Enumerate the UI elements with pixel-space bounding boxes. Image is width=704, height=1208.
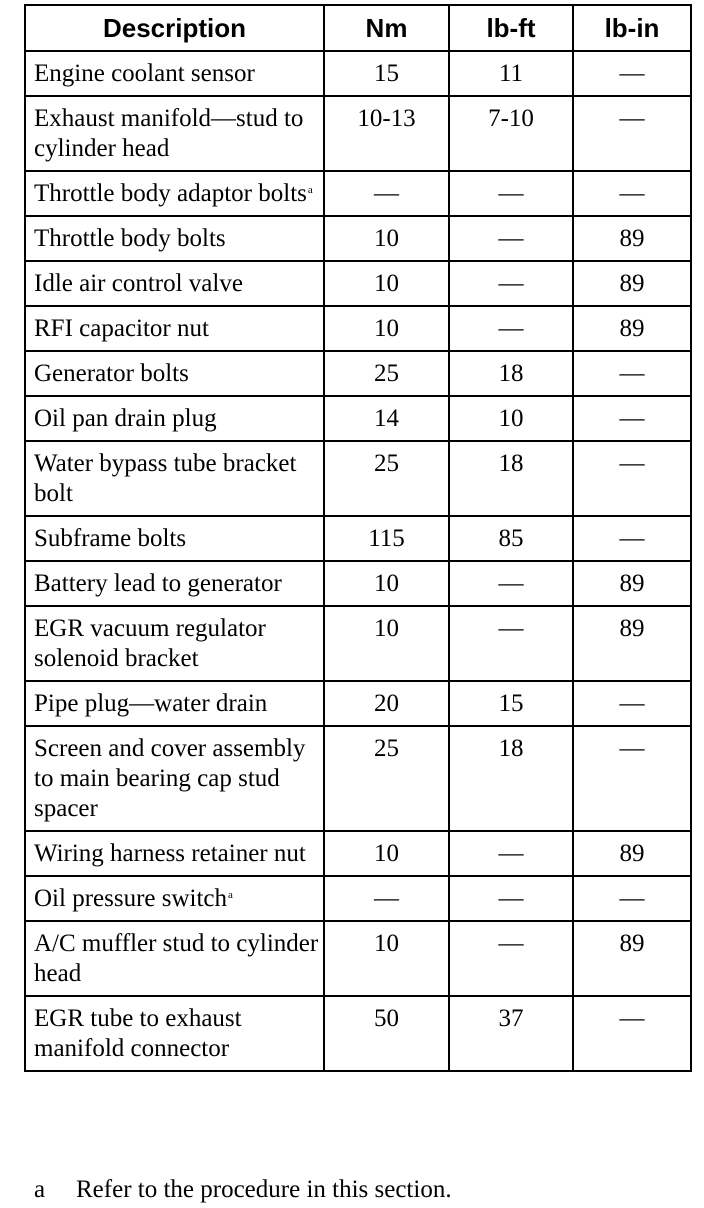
header-lb-in: lb-in xyxy=(573,5,691,51)
cell-nm: 10 xyxy=(324,561,449,606)
cell-description xyxy=(25,876,324,921)
cell-nm: 25 xyxy=(324,441,449,516)
description-text: Wiring harness retainer nut xyxy=(34,840,306,867)
footnote-mark: a xyxy=(34,1176,46,1203)
cell-lb-ft: 18 xyxy=(449,441,573,516)
header-nm: Nm xyxy=(324,5,449,51)
description-text: Oil pan drain plug xyxy=(34,405,217,432)
cell-description xyxy=(25,606,324,681)
table-row xyxy=(25,351,691,396)
cell-description xyxy=(25,516,324,561)
cell-nm: 10 xyxy=(324,831,449,876)
cell-nm: 50 xyxy=(324,996,449,1071)
cell-description xyxy=(25,96,324,171)
cell-nm: 14 xyxy=(324,396,449,441)
table-row xyxy=(25,516,691,561)
cell-lb-ft: 7-10 xyxy=(449,96,573,171)
cell-lb-ft: — xyxy=(449,171,573,216)
cell-nm: 25 xyxy=(324,351,449,396)
cell-description xyxy=(25,261,324,306)
torque-spec-table xyxy=(24,4,692,1072)
cell-description xyxy=(25,681,324,726)
table-row xyxy=(25,681,691,726)
table-row xyxy=(25,996,691,1071)
cell-nm: 10 xyxy=(324,921,449,996)
description-text: Generator bolts xyxy=(34,360,189,387)
table-row xyxy=(25,96,691,171)
cell-description xyxy=(25,171,324,216)
cell-lb-in: 89 xyxy=(573,216,691,261)
cell-lb-ft: 18 xyxy=(449,726,573,831)
cell-nm: 10 xyxy=(324,216,449,261)
cell-lb-in: — xyxy=(573,726,691,831)
cell-lb-in: 89 xyxy=(573,306,691,351)
cell-lb-in: 89 xyxy=(573,921,691,996)
cell-lb-ft: 37 xyxy=(449,996,573,1071)
cell-description xyxy=(25,351,324,396)
table-row xyxy=(25,51,691,96)
description-text: Battery lead to generator xyxy=(34,570,282,597)
cell-lb-in: — xyxy=(573,96,691,171)
cell-lb-ft: 15 xyxy=(449,681,573,726)
cell-lb-ft: — xyxy=(449,306,573,351)
cell-lb-in: — xyxy=(573,996,691,1071)
description-text: Pipe plug—water drain xyxy=(34,690,268,717)
table-row xyxy=(25,441,691,516)
header-lb-ft: lb-ft xyxy=(449,5,573,51)
cell-nm: 20 xyxy=(324,681,449,726)
table-row xyxy=(25,306,691,351)
table-row xyxy=(25,876,691,921)
table-row xyxy=(25,171,691,216)
description-text: A/C muffler stud to cylinder head xyxy=(34,930,319,987)
description-text: EGR tube to exhaust manifold connector xyxy=(34,1005,242,1062)
description-text: Water bypass tube bracket bolt xyxy=(34,450,297,507)
cell-lb-in: — xyxy=(573,51,691,96)
description-text: Oil pressure switch xyxy=(34,885,228,912)
cell-description xyxy=(25,306,324,351)
cell-description xyxy=(25,441,324,516)
cell-lb-in: — xyxy=(573,351,691,396)
cell-nm: 115 xyxy=(324,516,449,561)
table-body xyxy=(25,51,691,1071)
footnote-ref: a xyxy=(307,184,313,196)
cell-lb-ft: 85 xyxy=(449,516,573,561)
footnote-ref: a xyxy=(228,889,233,901)
table-row xyxy=(25,606,691,681)
cell-nm: — xyxy=(324,876,449,921)
cell-description xyxy=(25,396,324,441)
footnote-text: Refer to the procedure in this section. xyxy=(76,1176,452,1203)
footnote xyxy=(34,1175,452,1205)
cell-lb-ft: — xyxy=(449,606,573,681)
header-description: Description xyxy=(25,5,324,51)
cell-lb-ft: — xyxy=(449,261,573,306)
cell-nm: 10 xyxy=(324,606,449,681)
description-text: Throttle body adaptor bolts xyxy=(34,180,307,207)
table-row xyxy=(25,396,691,441)
cell-nm: 10 xyxy=(324,261,449,306)
cell-description xyxy=(25,831,324,876)
cell-lb-ft: — xyxy=(449,876,573,921)
table-row xyxy=(25,831,691,876)
cell-description xyxy=(25,561,324,606)
cell-lb-in: — xyxy=(573,876,691,921)
description-text: Screen and cover assembly to main bearing cap stud spacer xyxy=(34,735,306,822)
table-row xyxy=(25,216,691,261)
cell-lb-in: — xyxy=(573,441,691,516)
cell-lb-ft: — xyxy=(449,831,573,876)
cell-lb-in: — xyxy=(573,681,691,726)
cell-nm: — xyxy=(324,171,449,216)
cell-lb-in: 89 xyxy=(573,831,691,876)
cell-lb-ft: 18 xyxy=(449,351,573,396)
cell-lb-ft: — xyxy=(449,921,573,996)
table-row xyxy=(25,561,691,606)
description-text: EGR vacuum regulator solenoid bracket xyxy=(34,615,266,672)
cell-description xyxy=(25,726,324,831)
description-text: Subframe bolts xyxy=(34,525,187,552)
table-header-row xyxy=(25,5,691,51)
cell-lb-in: — xyxy=(573,516,691,561)
table-row xyxy=(25,921,691,996)
cell-lb-ft: — xyxy=(449,216,573,261)
description-text: Exhaust manifold—stud to cylinder head xyxy=(34,105,304,162)
cell-nm: 10-13 xyxy=(324,96,449,171)
description-text: Throttle body bolts xyxy=(34,225,226,252)
cell-lb-in: 89 xyxy=(573,561,691,606)
cell-description xyxy=(25,51,324,96)
cell-lb-in: 89 xyxy=(573,261,691,306)
cell-lb-ft: — xyxy=(449,561,573,606)
description-text: Idle air control valve xyxy=(34,270,243,297)
cell-nm: 10 xyxy=(324,306,449,351)
cell-lb-ft: 10 xyxy=(449,396,573,441)
description-text: Engine coolant sensor xyxy=(34,60,255,87)
cell-lb-in: — xyxy=(573,171,691,216)
table-row xyxy=(25,726,691,831)
cell-nm: 25 xyxy=(324,726,449,831)
cell-lb-ft: 11 xyxy=(449,51,573,96)
cell-description xyxy=(25,996,324,1071)
cell-nm: 15 xyxy=(324,51,449,96)
cell-description xyxy=(25,216,324,261)
cell-lb-in: — xyxy=(573,396,691,441)
description-text: RFI capacitor nut xyxy=(34,315,209,342)
cell-lb-in: 89 xyxy=(573,606,691,681)
table-row xyxy=(25,261,691,306)
cell-description xyxy=(25,921,324,996)
